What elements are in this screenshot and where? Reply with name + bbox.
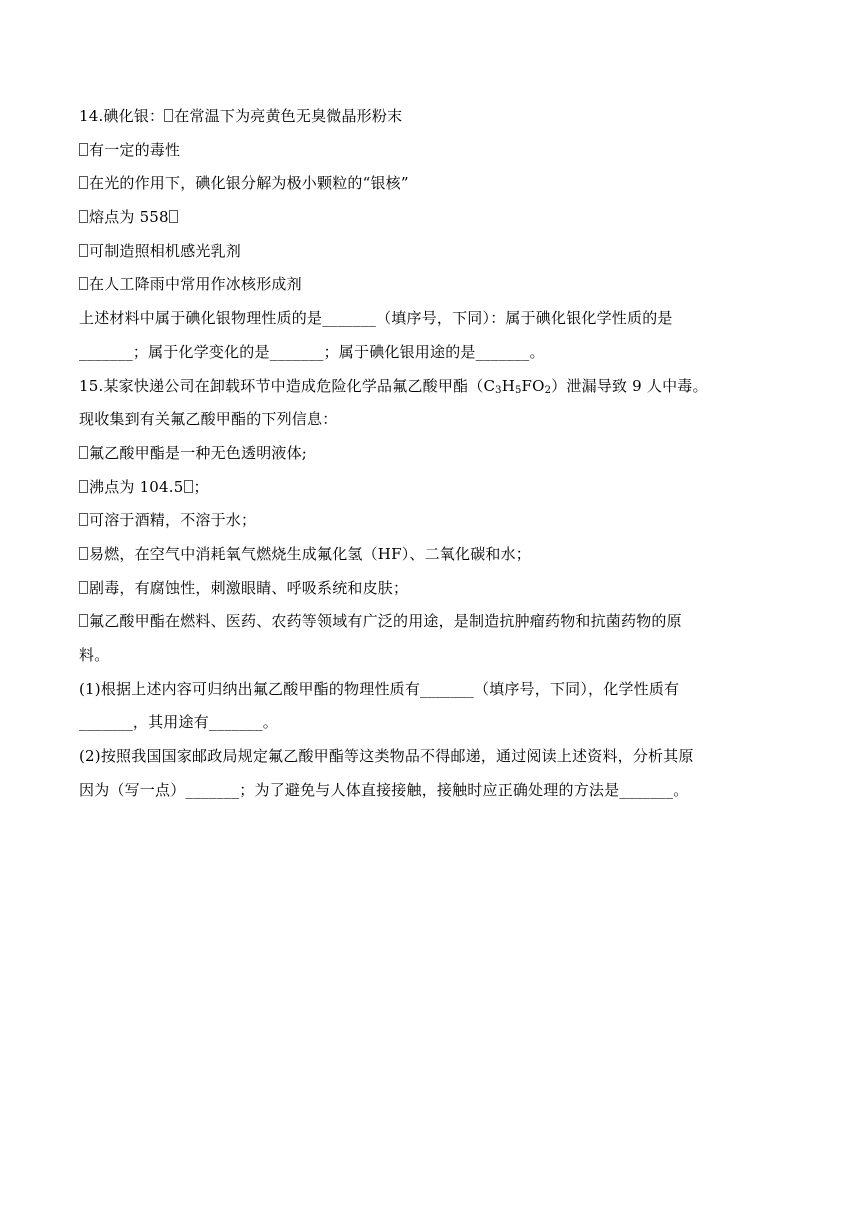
q14-item-line xyxy=(79,268,779,302)
q15-intro-a: 15.某家快递公司在卸载环节中造成危险化学品氟乙酸甲酯（C xyxy=(79,376,496,395)
item-marker-icon xyxy=(79,277,88,290)
q15-item-line xyxy=(79,605,779,639)
item-marker-icon xyxy=(79,614,88,627)
q15-sub1-line2: _______，其用途有_______。 xyxy=(79,713,279,732)
q14-item2: 有一定的毒性 xyxy=(89,140,181,159)
q15-item5: 剧毒，有腐蚀性，刺激眼睛、呼吸系统和皮肤； xyxy=(89,578,409,597)
item-marker-icon xyxy=(79,513,88,526)
q14-title-line xyxy=(79,100,779,134)
formula-subscript: 5 xyxy=(514,384,522,396)
q14-item4: 熔点为 558 xyxy=(89,208,169,227)
q14-item6: 在人工降雨中常用作冰核形成剂 xyxy=(89,275,302,294)
q14-item5: 可制造照相机感光乳剂 xyxy=(89,241,242,260)
q14-question-line2: _______；属于化学变化的是_______；属于碘化银用途的是_______。 xyxy=(79,342,545,361)
q15-sub1-line1: (1)根据上述内容可归纳出氟乙酸甲酯的物理性质有_______（填序号，下同），化学性质有 xyxy=(79,679,680,698)
item-marker-icon xyxy=(79,480,88,493)
q15-item-line xyxy=(79,437,779,471)
item-marker-icon xyxy=(79,547,88,560)
formula-subscript: 3 xyxy=(495,384,502,396)
formula-part: H xyxy=(501,376,515,395)
q14-item-line xyxy=(79,235,779,269)
degree-symbol-placeholder-icon xyxy=(184,480,193,493)
q14-item1: 在常温下为亮黄色无臭微晶形粉末 xyxy=(174,107,403,125)
q15-item6-line1: 氟乙酸甲酯在燃料、医药、农药等领域有广泛的用途，是制造抗肿瘤药物和抗菌药物的原 xyxy=(89,612,682,631)
formula-subscript: 2 xyxy=(544,384,552,396)
q15-item2-suffix: ； xyxy=(193,477,209,496)
item-marker-icon xyxy=(79,446,88,459)
item-marker-icon xyxy=(79,210,88,223)
q15-item4: 易燃，在空气中消耗氧气燃烧生成氟化氢（HF）、二氧化碳和水； xyxy=(89,544,531,563)
q15-intro-b: ）泄漏导致 9 人中毒。 xyxy=(551,376,708,395)
item-marker-icon xyxy=(79,244,88,257)
item-marker-icon xyxy=(79,143,88,156)
item-marker-icon xyxy=(79,581,88,594)
document-content xyxy=(79,100,779,807)
q14-item3: 在光的作用下，碘化银分解为极小颗粒的“银核” xyxy=(89,174,409,193)
q15-item-line xyxy=(79,471,779,505)
q15-sub2-line2: 因为（写一点）_______；为了避免与人体直接接触，接触时应正确处理的方法是_______。 xyxy=(79,780,689,799)
q14-title-prefix: 14.碘化银： xyxy=(79,107,165,125)
q14-item-line xyxy=(79,201,779,235)
formula-part: FO xyxy=(521,376,545,395)
q14-question-line1: 上述材料中属于碘化银物理性质的是_______（填序号，下同）：属于碘化银化学性质的是 xyxy=(79,309,673,328)
q15-intro-line2: 现收集到有关氟乙酸甲酯的下列信息： xyxy=(79,410,338,429)
q15-item2: 沸点为 104.5 xyxy=(89,477,184,496)
q15-intro-line xyxy=(79,370,779,404)
q15-sub2-line1: (2)按照我国国家邮政局规定氟乙酸甲酯等这类物品不得邮递，通过阅读上述资料，分析其原 xyxy=(79,747,694,766)
item-marker-icon xyxy=(79,176,88,189)
q15-item3: 可溶于酒精，不溶于水； xyxy=(89,511,257,530)
q14-item-line xyxy=(79,134,779,168)
item-marker-icon xyxy=(164,109,173,122)
q15-item-line xyxy=(79,572,779,606)
q15-item6-line2: 料。 xyxy=(79,646,110,664)
q14-item-line xyxy=(79,167,779,201)
degree-symbol-placeholder-icon xyxy=(169,210,178,223)
q15-item1: 氟乙酸甲酯是一种无色透明液体; xyxy=(89,443,308,462)
q15-item-line xyxy=(79,538,779,572)
q15-item-line xyxy=(79,504,779,538)
